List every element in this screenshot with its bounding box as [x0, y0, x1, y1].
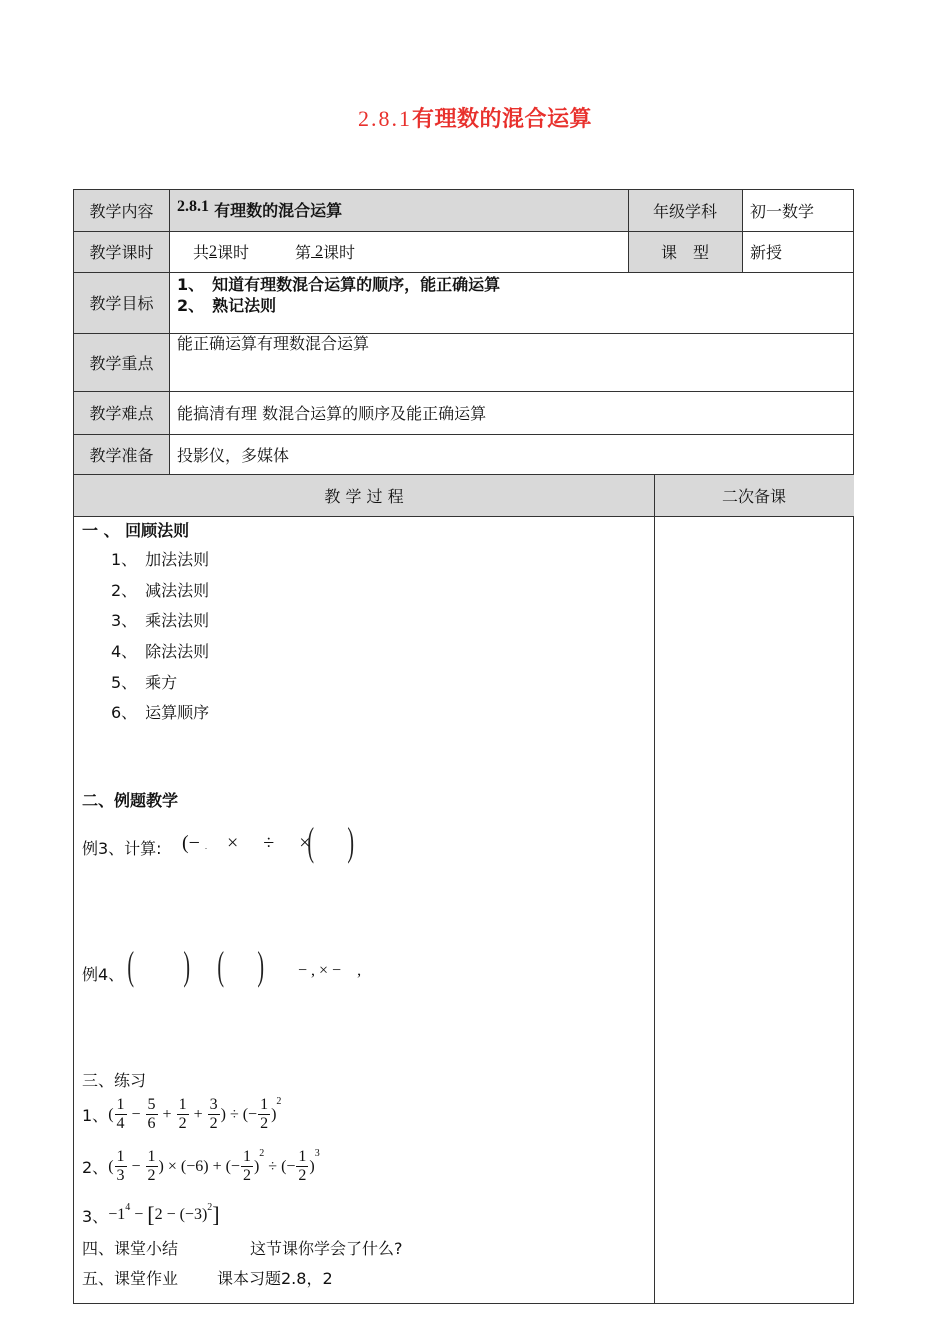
type-label: 课 型 — [628, 231, 742, 272]
secondary-label: 二次备课 — [654, 474, 854, 516]
difficulty-value: 能搞清有理 数混合运算的顺序及能正确运算 — [177, 404, 487, 423]
rule-4: 4、 除法法则 — [111, 642, 210, 661]
example-4-label: 例4、 — [82, 965, 125, 984]
example-3-label: 例3、计算: — [82, 839, 162, 858]
rule-1: 1、 加法法则 — [111, 550, 210, 569]
goal-label: 教学目标 — [74, 272, 169, 333]
rule-3: 3、 乘法法则 — [111, 611, 210, 630]
goal-item-1: 1、 知道有理数混合运算的顺序，能正确运算 — [177, 275, 501, 294]
paren-right: ) — [257, 943, 264, 988]
goal-item-2: 2、 熟记法则 — [177, 296, 277, 315]
grade-label: 年级学科 — [628, 190, 742, 231]
exercise-3: 3、 −1 $^4$ − [ 2 − (−3) $^2$ ] — [82, 1202, 220, 1227]
paren-left: ( — [217, 943, 224, 988]
rule-6: 6、 运算顺序 — [111, 703, 210, 722]
hours-value: 共 2 课时 第 2 课时 — [193, 242, 356, 262]
goal-value — [169, 272, 854, 333]
section-homework: 五、课堂作业 — [82, 1269, 179, 1288]
summary-question: 这节课你学会了什么? — [250, 1239, 403, 1258]
type-value: 新授 — [750, 243, 783, 262]
section-examples: 二、例题教学 — [82, 791, 179, 810]
rule-2: 2、 减法法则 — [111, 581, 210, 600]
section-practice: 三、练习 — [82, 1071, 147, 1090]
process-label: 教 学 过 程 — [74, 474, 654, 516]
rule-5: 5、 乘方 — [111, 673, 178, 692]
prep-value: 投影仪，多媒体 — [177, 445, 290, 465]
hours-label: 教学课时 — [74, 231, 169, 272]
paren-left: ( — [127, 943, 134, 988]
difficulty-label: 教学难点 — [74, 391, 169, 434]
exercise-1: 1、 ( $\frac{1}{4}$ − $\frac{5}{6}$ + $\frac{1}{2}$ + $\frac{3}{2}$ ) ÷ (− $\frac{1}{2}$ ) $^2$ — [82, 1096, 282, 1132]
page-title: 2.8.1有理数的混合运算 — [357, 106, 592, 132]
paren-left: ( — [307, 819, 314, 864]
paren-right: ) — [183, 943, 190, 988]
content-label: 教学内容 — [74, 190, 169, 231]
exercise-2: 2、 ( $\frac{1}{3}$ − $\frac{1}{2}$ ) × (−6) + (− $\frac{1}{2}$ ) $^2$ ÷ (− $\frac{1}{2}$ ) $^3$ — [82, 1148, 320, 1184]
example-3-expression: (− . × ÷ × — [182, 832, 311, 854]
example-4-expression: − , × − , — [298, 962, 362, 979]
prep-label: 教学准备 — [74, 434, 169, 474]
content-value: 2.8.1 有理数的混合运算 — [169, 190, 628, 231]
section-review: 一 、 回顾法则 — [82, 521, 190, 540]
homework-value: 课本习题2.8，2 — [217, 1269, 333, 1288]
paren-right: ) — [347, 819, 354, 864]
grade-value: 初一数学 — [750, 202, 815, 221]
section-summary: 四、课堂小结 — [82, 1239, 179, 1258]
focus-label: 教学重点 — [74, 333, 169, 391]
lesson-plan-table — [73, 189, 854, 1304]
focus-value: 能正确运算有理数混合运算 — [177, 334, 370, 353]
